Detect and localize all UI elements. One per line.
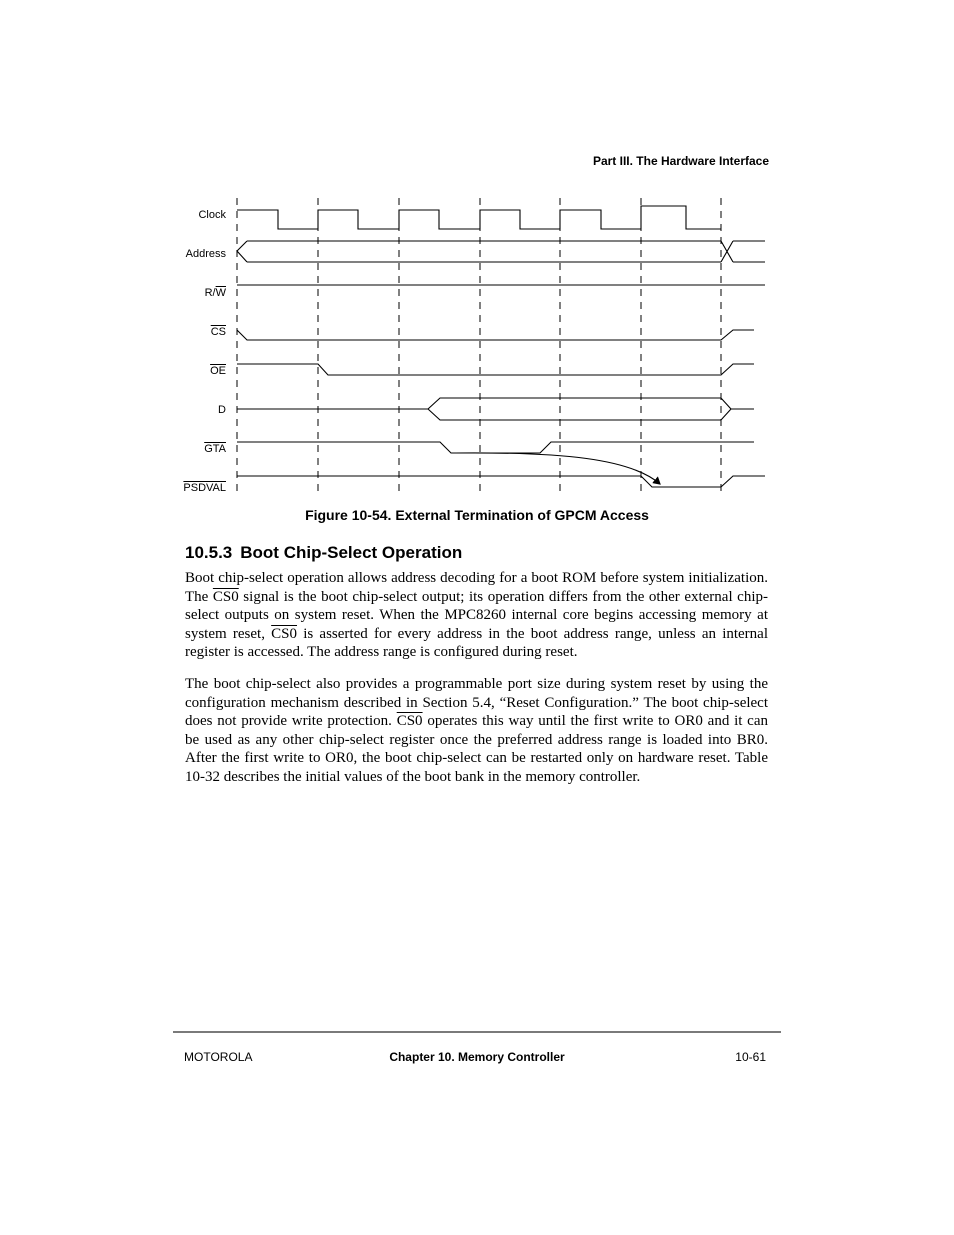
address-start [237, 241, 247, 262]
paragraph-1-signal-cs0-b: CS0 [271, 625, 298, 642]
psdval-waveform [237, 476, 765, 487]
paragraph-1-text-c: is asserted for every address in the boot address range, unless an internal register is accessed. The address range is configured during reset. [185, 625, 769, 661]
section-number: 10.5.3 [185, 543, 233, 562]
d-valid-data [428, 398, 731, 420]
section-title: Boot Chip-Select Operation [240, 543, 463, 562]
address-waveform [237, 241, 765, 262]
paragraph-1-signal-cs0-a: CS0 [212, 588, 239, 605]
d-waveform [237, 398, 754, 420]
signal-label-oe: $\overline{OE}$ [210, 365, 226, 377]
signal-label-clock: Clock [198, 209, 226, 221]
footer-page-number: 10-61 [735, 1050, 766, 1064]
gta-waveform [237, 442, 754, 453]
timing-diagram [0, 0, 954, 500]
footer-publisher: MOTOROLA [184, 1050, 253, 1064]
signal-label-rw-bar: $\overline{W}$ [215, 287, 226, 299]
paragraph-1-text-a: Boot chip-select operation allows address decoding for a boot ROM before system initialization. The [185, 570, 768, 605]
clock-edge-guides [237, 198, 721, 496]
oe-waveform [237, 364, 754, 375]
paragraph-2-signal-cs0: CS0 [396, 713, 423, 730]
cs-waveform [237, 330, 754, 340]
signal-label-d: D [218, 404, 226, 416]
signal-label-cs: $\overline{CS}$ [210, 326, 226, 338]
signal-label-address: Address [185, 248, 226, 260]
section-heading [185, 543, 462, 563]
footer-chapter: Chapter 10. Memory Controller [389, 1050, 565, 1064]
figure-caption: Figure 10-54. External Termination of GPCM Access [305, 507, 649, 523]
clock-waveform [237, 206, 721, 229]
paragraph-2-text-b: operates this way until the first write to OR0 and it can be used as any other chip-select register once the preferred address range is loaded into BR0. After the first write to OR0, the boot chip-select can be restarted only on hardware reset. Table 10-32 describes the initial values of the boot bank in the memory controller. [185, 713, 768, 785]
paragraph-1 [185, 569, 768, 662]
paragraph-1-text-b: signal is the boot chip-select output; its operation differs from the other external chip-select outputs on system reset. When the MPC8260 internal core begins accessing memory at system reset, [185, 588, 768, 642]
signal-label-psdval: PSDVAL [183, 482, 226, 494]
signal-label-gta: $\overline{GTA}$ [204, 443, 226, 455]
signal-label-rw-prefix: R/ [204, 287, 216, 299]
gta-to-psdval-arrow [455, 453, 660, 484]
running-head: Part III. The Hardware Interface [592, 154, 769, 168]
paragraph-2-text-a: The boot chip-select also provides a programmable port size during system reset by using the configuration mechanism described in Section 5.4, “Reset Configuration.” The boot chip-select does not provide write protection. [185, 676, 768, 730]
footer-rule [173, 1031, 781, 1033]
paragraph-2 [185, 675, 768, 787]
